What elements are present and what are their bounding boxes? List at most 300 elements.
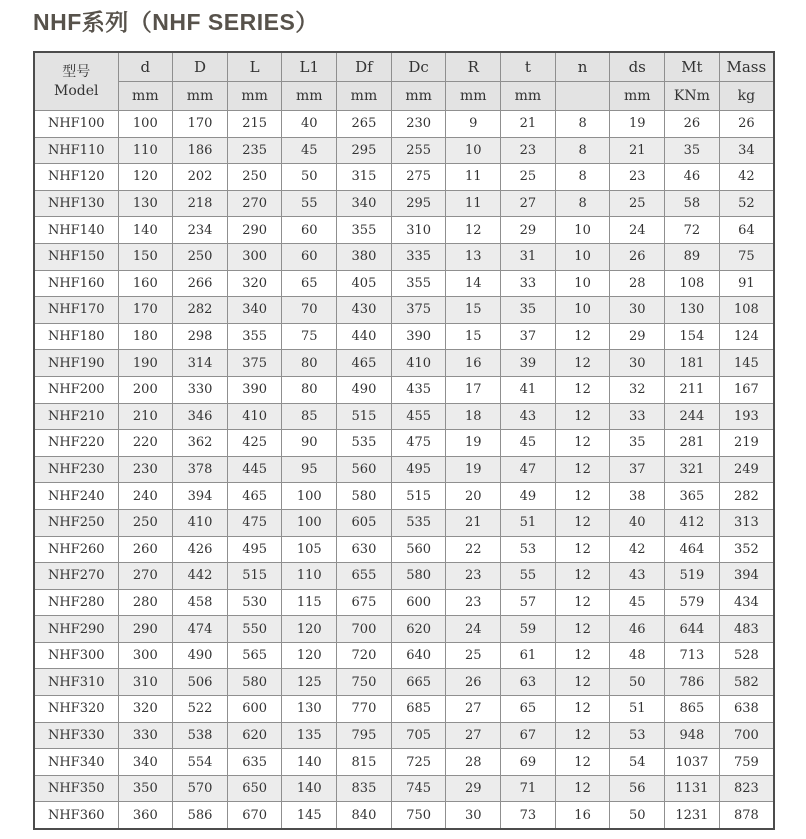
table-row [34, 243, 774, 270]
value-cell: 65 [282, 270, 337, 297]
value-cell: 50 [610, 802, 665, 829]
model-cell: NHF290 [34, 616, 118, 643]
value-cell: 475 [391, 430, 446, 457]
value-cell: 1037 [665, 749, 720, 776]
value-cell: 12 [555, 696, 610, 723]
value-cell: 835 [337, 775, 392, 802]
value-cell: 167 [719, 376, 774, 403]
value-cell: 1231 [665, 802, 720, 829]
value-cell: 72 [665, 217, 720, 244]
value-cell: 12 [555, 430, 610, 457]
value-cell: 840 [337, 802, 392, 829]
value-cell: 38 [610, 483, 665, 510]
value-cell: 26 [665, 111, 720, 138]
value-cell: 58 [665, 190, 720, 217]
value-cell: 483 [719, 616, 774, 643]
value-cell: 12 [555, 350, 610, 377]
value-cell: 89 [665, 243, 720, 270]
value-cell: 170 [118, 297, 173, 324]
table-row [34, 563, 774, 590]
value-cell: 295 [337, 137, 392, 164]
value-cell: 506 [173, 669, 228, 696]
unit-L1: mm [282, 82, 337, 111]
value-cell: 412 [665, 509, 720, 536]
value-cell: 280 [118, 589, 173, 616]
value-cell: 29 [610, 323, 665, 350]
value-cell: 330 [173, 376, 228, 403]
value-cell: 110 [118, 137, 173, 164]
value-cell: 130 [665, 297, 720, 324]
value-cell: 12 [555, 483, 610, 510]
value-cell: 435 [391, 376, 446, 403]
value-cell: 580 [391, 563, 446, 590]
column-header-d: d [118, 52, 173, 82]
model-cell: NHF300 [34, 642, 118, 669]
value-cell: 313 [719, 509, 774, 536]
model-cell: NHF350 [34, 775, 118, 802]
value-cell: 18 [446, 403, 501, 430]
value-cell: 80 [282, 376, 337, 403]
value-cell: 16 [446, 350, 501, 377]
value-cell: 85 [282, 403, 337, 430]
value-cell: 26 [446, 669, 501, 696]
value-cell: 12 [555, 749, 610, 776]
value-cell: 1131 [665, 775, 720, 802]
value-cell: 35 [665, 137, 720, 164]
unit-D: mm [173, 82, 228, 111]
value-cell: 582 [719, 669, 774, 696]
value-cell: 705 [391, 722, 446, 749]
value-cell: 28 [610, 270, 665, 297]
value-cell: 181 [665, 350, 720, 377]
value-cell: 650 [227, 775, 282, 802]
value-cell: 100 [282, 483, 337, 510]
value-cell: 12 [555, 536, 610, 563]
value-cell: 170 [173, 111, 228, 138]
value-cell: 12 [555, 509, 610, 536]
value-cell: 59 [501, 616, 556, 643]
value-cell: 23 [446, 589, 501, 616]
value-cell: 300 [118, 642, 173, 669]
value-cell: 560 [337, 456, 392, 483]
value-cell: 37 [501, 323, 556, 350]
value-cell: 630 [337, 536, 392, 563]
model-cell: NHF360 [34, 802, 118, 829]
value-cell: 218 [173, 190, 228, 217]
value-cell: 71 [501, 775, 556, 802]
value-cell: 65 [501, 696, 556, 723]
value-cell: 80 [282, 350, 337, 377]
value-cell: 426 [173, 536, 228, 563]
value-cell: 390 [227, 376, 282, 403]
value-cell: 745 [391, 775, 446, 802]
value-cell: 12 [555, 642, 610, 669]
value-cell: 46 [610, 616, 665, 643]
value-cell: 530 [227, 589, 282, 616]
value-cell: 29 [446, 775, 501, 802]
model-cell: NHF170 [34, 297, 118, 324]
value-cell: 554 [173, 749, 228, 776]
value-cell: 63 [501, 669, 556, 696]
model-cell: NHF150 [34, 243, 118, 270]
value-cell: 230 [118, 456, 173, 483]
value-cell: 220 [118, 430, 173, 457]
table-row [34, 430, 774, 457]
column-header-R: R [446, 52, 501, 82]
value-cell: 600 [391, 589, 446, 616]
value-cell: 770 [337, 696, 392, 723]
value-cell: 73 [501, 802, 556, 829]
value-cell: 620 [227, 722, 282, 749]
value-cell: 550 [227, 616, 282, 643]
value-cell: 320 [118, 696, 173, 723]
value-cell: 442 [173, 563, 228, 590]
unit-Mt: KNm [665, 82, 720, 111]
value-cell: 340 [118, 749, 173, 776]
table-body [34, 111, 774, 830]
value-cell: 193 [719, 403, 774, 430]
value-cell: 434 [719, 589, 774, 616]
value-cell: 474 [173, 616, 228, 643]
value-cell: 586 [173, 802, 228, 829]
value-cell: 394 [719, 563, 774, 590]
value-cell: 713 [665, 642, 720, 669]
value-cell: 23 [610, 164, 665, 191]
column-header-Mt: Mt [665, 52, 720, 82]
value-cell: 655 [337, 563, 392, 590]
value-cell: 11 [446, 164, 501, 191]
value-cell: 154 [665, 323, 720, 350]
table-row [34, 616, 774, 643]
value-cell: 560 [391, 536, 446, 563]
value-cell: 20 [446, 483, 501, 510]
value-cell: 380 [337, 243, 392, 270]
table-row [34, 350, 774, 377]
value-cell: 265 [337, 111, 392, 138]
value-cell: 57 [501, 589, 556, 616]
value-cell: 53 [501, 536, 556, 563]
value-cell: 430 [337, 297, 392, 324]
value-cell: 53 [610, 722, 665, 749]
value-cell: 515 [391, 483, 446, 510]
value-cell: 234 [173, 217, 228, 244]
value-cell: 40 [610, 509, 665, 536]
value-cell: 210 [118, 403, 173, 430]
value-cell: 27 [446, 722, 501, 749]
value-cell: 519 [665, 563, 720, 590]
value-cell: 30 [610, 350, 665, 377]
value-cell: 108 [665, 270, 720, 297]
value-cell: 190 [118, 350, 173, 377]
value-cell: 795 [337, 722, 392, 749]
value-cell: 455 [391, 403, 446, 430]
value-cell: 150 [118, 243, 173, 270]
value-cell: 465 [337, 350, 392, 377]
value-cell: 43 [501, 403, 556, 430]
value-cell: 340 [227, 297, 282, 324]
column-header-ds: ds [610, 52, 665, 82]
value-cell: 240 [118, 483, 173, 510]
value-cell: 211 [665, 376, 720, 403]
value-cell: 35 [501, 297, 556, 324]
value-cell: 26 [719, 111, 774, 138]
column-header-n: n [555, 52, 610, 82]
value-cell: 55 [501, 563, 556, 590]
value-cell: 24 [446, 616, 501, 643]
value-cell: 579 [665, 589, 720, 616]
value-cell: 670 [227, 802, 282, 829]
value-cell: 310 [118, 669, 173, 696]
value-cell: 52 [719, 190, 774, 217]
value-cell: 110 [282, 563, 337, 590]
value-cell: 360 [118, 802, 173, 829]
value-cell: 23 [446, 563, 501, 590]
model-cell: NHF220 [34, 430, 118, 457]
table-row [34, 297, 774, 324]
model-cell: NHF110 [34, 137, 118, 164]
value-cell: 465 [227, 483, 282, 510]
column-header-t: t [501, 52, 556, 82]
value-cell: 605 [337, 509, 392, 536]
value-cell: 31 [501, 243, 556, 270]
value-cell: 458 [173, 589, 228, 616]
value-cell: 12 [555, 722, 610, 749]
nhf-series-table [33, 51, 775, 830]
value-cell: 375 [227, 350, 282, 377]
value-cell: 300 [227, 243, 282, 270]
value-cell: 135 [282, 722, 337, 749]
unit-Df: mm [337, 82, 392, 111]
value-cell: 515 [337, 403, 392, 430]
value-cell: 865 [665, 696, 720, 723]
value-cell: 17 [446, 376, 501, 403]
value-cell: 25 [446, 642, 501, 669]
value-cell: 250 [118, 509, 173, 536]
value-cell: 425 [227, 430, 282, 457]
column-header-D: D [173, 52, 228, 82]
value-cell: 475 [227, 509, 282, 536]
value-cell: 21 [446, 509, 501, 536]
value-cell: 440 [337, 323, 392, 350]
value-cell: 535 [337, 430, 392, 457]
value-cell: 335 [391, 243, 446, 270]
value-cell: 250 [173, 243, 228, 270]
model-column-header [34, 52, 118, 111]
value-cell: 50 [610, 669, 665, 696]
value-cell: 378 [173, 456, 228, 483]
model-cell: NHF190 [34, 350, 118, 377]
value-cell: 47 [501, 456, 556, 483]
value-cell: 644 [665, 616, 720, 643]
model-cell: NHF230 [34, 456, 118, 483]
model-cell: NHF140 [34, 217, 118, 244]
value-cell: 720 [337, 642, 392, 669]
value-cell: 725 [391, 749, 446, 776]
value-cell: 522 [173, 696, 228, 723]
value-cell: 320 [227, 270, 282, 297]
value-cell: 255 [391, 137, 446, 164]
value-cell: 620 [391, 616, 446, 643]
column-header-Dc: Dc [391, 52, 446, 82]
value-cell: 25 [610, 190, 665, 217]
value-cell: 365 [665, 483, 720, 510]
model-cell: NHF180 [34, 323, 118, 350]
unit-ds: mm [610, 82, 665, 111]
value-cell: 314 [173, 350, 228, 377]
unit-t: mm [501, 82, 556, 111]
value-cell: 22 [446, 536, 501, 563]
value-cell: 528 [719, 642, 774, 669]
value-cell: 12 [555, 403, 610, 430]
value-cell: 12 [555, 563, 610, 590]
table-row [34, 802, 774, 829]
value-cell: 495 [227, 536, 282, 563]
value-cell: 95 [282, 456, 337, 483]
value-cell: 16 [555, 802, 610, 829]
value-cell: 39 [501, 350, 556, 377]
value-cell: 32 [610, 376, 665, 403]
value-cell: 565 [227, 642, 282, 669]
value-cell: 410 [391, 350, 446, 377]
table-row [34, 137, 774, 164]
value-cell: 202 [173, 164, 228, 191]
value-cell: 200 [118, 376, 173, 403]
value-cell: 640 [391, 642, 446, 669]
table-row [34, 775, 774, 802]
table-row [34, 111, 774, 138]
value-cell: 70 [282, 297, 337, 324]
value-cell: 21 [610, 137, 665, 164]
unit-Dc: mm [391, 82, 446, 111]
model-cell: NHF250 [34, 509, 118, 536]
value-cell: 786 [665, 669, 720, 696]
value-cell: 878 [719, 802, 774, 829]
value-cell: 244 [665, 403, 720, 430]
value-cell: 180 [118, 323, 173, 350]
value-cell: 24 [610, 217, 665, 244]
model-cell: NHF270 [34, 563, 118, 590]
value-cell: 270 [118, 563, 173, 590]
column-header-Df: Df [337, 52, 392, 82]
value-cell: 12 [555, 376, 610, 403]
value-cell: 69 [501, 749, 556, 776]
value-cell: 700 [337, 616, 392, 643]
value-cell: 29 [501, 217, 556, 244]
value-cell: 8 [555, 137, 610, 164]
value-cell: 219 [719, 430, 774, 457]
table-row [34, 749, 774, 776]
page-title: NHF系列（NHF SERIES） [33, 9, 319, 35]
value-cell: 145 [282, 802, 337, 829]
value-cell: 352 [719, 536, 774, 563]
value-cell: 108 [719, 297, 774, 324]
value-cell: 64 [719, 217, 774, 244]
value-cell: 394 [173, 483, 228, 510]
table-row [34, 456, 774, 483]
value-cell: 30 [610, 297, 665, 324]
value-cell: 464 [665, 536, 720, 563]
value-cell: 105 [282, 536, 337, 563]
value-cell: 54 [610, 749, 665, 776]
value-cell: 346 [173, 403, 228, 430]
value-cell: 34 [719, 137, 774, 164]
value-cell: 75 [282, 323, 337, 350]
value-cell: 355 [227, 323, 282, 350]
value-cell: 51 [501, 509, 556, 536]
value-cell: 12 [555, 323, 610, 350]
value-cell: 12 [555, 456, 610, 483]
value-cell: 685 [391, 696, 446, 723]
value-cell: 45 [610, 589, 665, 616]
model-cell: NHF100 [34, 111, 118, 138]
value-cell: 638 [719, 696, 774, 723]
value-cell: 815 [337, 749, 392, 776]
value-cell: 48 [610, 642, 665, 669]
value-cell: 10 [555, 243, 610, 270]
value-cell: 515 [227, 563, 282, 590]
value-cell: 249 [719, 456, 774, 483]
value-cell: 11 [446, 190, 501, 217]
model-cell: NHF340 [34, 749, 118, 776]
value-cell: 321 [665, 456, 720, 483]
value-cell: 355 [391, 270, 446, 297]
value-cell: 410 [227, 403, 282, 430]
value-cell: 27 [501, 190, 556, 217]
value-cell: 42 [719, 164, 774, 191]
header-label-row [34, 52, 774, 82]
value-cell: 19 [446, 430, 501, 457]
value-cell: 140 [282, 775, 337, 802]
model-cell: NHF120 [34, 164, 118, 191]
value-cell: 495 [391, 456, 446, 483]
value-cell: 8 [555, 164, 610, 191]
column-header-Mass: Mass [719, 52, 774, 82]
table-row [34, 403, 774, 430]
table-header [34, 52, 774, 111]
value-cell: 580 [337, 483, 392, 510]
value-cell: 51 [610, 696, 665, 723]
value-cell: 270 [227, 190, 282, 217]
value-cell: 250 [227, 164, 282, 191]
value-cell: 10 [446, 137, 501, 164]
table-row [34, 164, 774, 191]
value-cell: 10 [555, 217, 610, 244]
value-cell: 295 [391, 190, 446, 217]
value-cell: 290 [118, 616, 173, 643]
value-cell: 23 [501, 137, 556, 164]
value-cell: 350 [118, 775, 173, 802]
unit-d: mm [118, 82, 173, 111]
value-cell: 282 [173, 297, 228, 324]
table-row [34, 696, 774, 723]
value-cell: 266 [173, 270, 228, 297]
unit-Mass: kg [719, 82, 774, 111]
value-cell: 330 [118, 722, 173, 749]
value-cell: 130 [282, 696, 337, 723]
value-cell: 275 [391, 164, 446, 191]
table-row [34, 217, 774, 244]
value-cell: 375 [391, 297, 446, 324]
column-header-L: L [227, 52, 282, 82]
value-cell: 8 [555, 111, 610, 138]
value-cell: 535 [391, 509, 446, 536]
value-cell: 823 [719, 775, 774, 802]
value-cell: 405 [337, 270, 392, 297]
model-cell: NHF160 [34, 270, 118, 297]
value-cell: 60 [282, 217, 337, 244]
table-row [34, 536, 774, 563]
value-cell: 120 [118, 164, 173, 191]
